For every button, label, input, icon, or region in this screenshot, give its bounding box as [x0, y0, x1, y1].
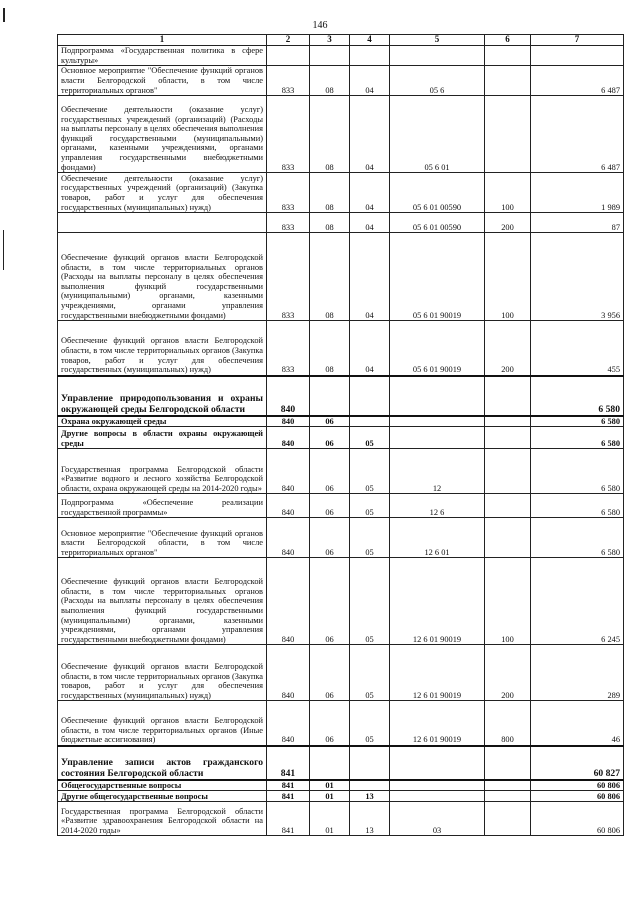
subsection-code-cell: 05 [350, 558, 390, 645]
table-row [58, 213, 624, 233]
table-row [58, 558, 624, 645]
section-code-cell [310, 46, 350, 66]
budget-table [57, 34, 624, 836]
header-cell: 4 [350, 35, 390, 46]
expense-type-cell [485, 449, 531, 494]
section-code-cell: 01 [310, 780, 350, 791]
target-article-cell: 05 6 01 00590 [390, 173, 485, 213]
section-code-cell: 06 [310, 558, 350, 645]
section-code-cell: 08 [310, 96, 350, 173]
amount-cell: 60 827 [531, 746, 624, 780]
table-row [58, 746, 624, 780]
table-row [58, 518, 624, 558]
table-row [58, 494, 624, 518]
section-code-cell: 08 [310, 213, 350, 233]
row-description-cell: Основное мероприятие "Обеспечение функций органов власти Белгородской области, в том числе территориальных органов" [58, 66, 267, 96]
ministry-code-cell: 840 [267, 376, 310, 416]
expense-type-cell [485, 416, 531, 427]
ministry-code-cell [267, 46, 310, 66]
row-description-cell: Управление природопользования и охраны окружающей среды Белгородской области [58, 376, 267, 416]
amount-cell: 289 [531, 645, 624, 701]
amount-cell: 60 806 [531, 802, 624, 836]
expense-type-cell: 800 [485, 701, 531, 746]
section-code-cell: 08 [310, 173, 350, 213]
row-description-cell: Управление записи актов гражданского состояния Белгородской области [58, 746, 267, 780]
row-description-cell: Другие общегосударственные вопросы [58, 791, 267, 802]
amount-cell: 3 956 [531, 233, 624, 321]
subsection-code-cell: 04 [350, 321, 390, 376]
section-code-cell: 08 [310, 66, 350, 96]
header-cell: 5 [390, 35, 485, 46]
ministry-code-cell: 841 [267, 780, 310, 791]
subsection-code-cell: 04 [350, 96, 390, 173]
target-article-cell: 05 6 01 90019 [390, 233, 485, 321]
target-article-cell [390, 427, 485, 449]
subsection-code-cell: 13 [350, 791, 390, 802]
table-row [58, 96, 624, 173]
target-article-cell [390, 416, 485, 427]
section-code-cell: 06 [310, 494, 350, 518]
ministry-code-cell: 840 [267, 558, 310, 645]
table-header-row [58, 35, 624, 46]
ministry-code-cell: 841 [267, 802, 310, 836]
row-description-cell: Обеспечение функций органов власти Белгородской области, в том числе территориальных органов (Расходы на выплаты персоналу в целях обеспечения выполнения функций государственными (муниципальными) органами, казенными учреждениями, органами управления государственными внебюджетными фондами) [58, 233, 267, 321]
row-description-cell: Общегосударственные вопросы [58, 780, 267, 791]
amount-cell: 6 580 [531, 416, 624, 427]
ministry-code-cell: 841 [267, 791, 310, 802]
target-article-cell: 05 6 01 [390, 96, 485, 173]
target-article-cell [390, 780, 485, 791]
table-row [58, 701, 624, 746]
target-article-cell: 05 6 01 90019 [390, 321, 485, 376]
expense-type-cell [485, 746, 531, 780]
table-row [58, 416, 624, 427]
section-code-cell: 08 [310, 233, 350, 321]
row-description-cell: Обеспечение деятельности (оказание услуг) государственных учреждений (организаций) (Расходы на выплаты персоналу в целях обеспечения выполнения функций государственными (муниципальными) органами, казенными учреждениями, органами управления государственными внебюджетными фондами) [58, 96, 267, 173]
ministry-code-cell: 840 [267, 416, 310, 427]
subsection-code-cell: 05 [350, 494, 390, 518]
target-article-cell [390, 746, 485, 780]
expense-type-cell: 200 [485, 645, 531, 701]
binding-margin-mark [3, 8, 5, 22]
subsection-code-cell: 04 [350, 66, 390, 96]
amount-cell: 60 806 [531, 780, 624, 791]
subsection-code-cell [350, 46, 390, 66]
header-cell: 6 [485, 35, 531, 46]
expense-type-cell [485, 46, 531, 66]
target-article-cell: 12 6 01 90019 [390, 645, 485, 701]
amount-cell: 1 989 [531, 173, 624, 213]
subsection-code-cell: 13 [350, 802, 390, 836]
table-row [58, 376, 624, 416]
expense-type-cell: 200 [485, 213, 531, 233]
target-article-cell: 12 6 [390, 494, 485, 518]
expense-type-cell: 100 [485, 233, 531, 321]
table-row [58, 780, 624, 791]
row-description-cell: Обеспечение функций органов власти Белгородской области, в том числе территориальных органов (Иные бюджетные ассигнования) [58, 701, 267, 746]
amount-cell: 455 [531, 321, 624, 376]
row-description-cell: Обеспечение функций органов власти Белгородской области, в том числе территориальных органов (Расходы на выплаты персоналу в целях обеспечения выполнения функций государственными (муниципальными) органами, казенными учреждениями, органами управления государственными внебюджетными фондами) [58, 558, 267, 645]
amount-cell: 6 245 [531, 558, 624, 645]
target-article-cell: 12 6 01 90019 [390, 701, 485, 746]
subsection-code-cell [350, 780, 390, 791]
expense-type-cell [485, 518, 531, 558]
expense-type-cell [485, 376, 531, 416]
ministry-code-cell: 840 [267, 645, 310, 701]
expense-type-cell [485, 780, 531, 791]
amount-cell: 6 580 [531, 518, 624, 558]
header-cell: 1 [58, 35, 267, 46]
header-cell: 7 [531, 35, 624, 46]
subsection-code-cell: 05 [350, 645, 390, 701]
expense-type-cell [485, 494, 531, 518]
expense-type-cell [485, 427, 531, 449]
binding-margin-mark [3, 230, 4, 270]
ministry-code-cell: 833 [267, 66, 310, 96]
subsection-code-cell: 05 [350, 701, 390, 746]
section-code-cell [310, 376, 350, 416]
section-code-cell: 06 [310, 518, 350, 558]
amount-cell: 6 580 [531, 427, 624, 449]
table-row [58, 791, 624, 802]
expense-type-cell: 100 [485, 173, 531, 213]
target-article-cell: 12 [390, 449, 485, 494]
section-code-cell: 06 [310, 701, 350, 746]
ministry-code-cell: 840 [267, 518, 310, 558]
amount-cell: 6 487 [531, 66, 624, 96]
row-description-cell: Подпрограмма «Обеспечение реализации государственной программы» [58, 494, 267, 518]
table-row [58, 449, 624, 494]
section-code-cell: 06 [310, 645, 350, 701]
expense-type-cell: 100 [485, 558, 531, 645]
ministry-code-cell: 833 [267, 96, 310, 173]
target-article-cell: 03 [390, 802, 485, 836]
subsection-code-cell [350, 416, 390, 427]
amount-cell: 87 [531, 213, 624, 233]
subsection-code-cell [350, 746, 390, 780]
table-row [58, 427, 624, 449]
target-article-cell: 05 6 01 00590 [390, 213, 485, 233]
expense-type-cell [485, 791, 531, 802]
section-code-cell: 06 [310, 449, 350, 494]
ministry-code-cell: 833 [267, 321, 310, 376]
amount-cell: 46 [531, 701, 624, 746]
subsection-code-cell: 05 [350, 449, 390, 494]
ministry-code-cell: 833 [267, 233, 310, 321]
target-article-cell: 12 6 01 [390, 518, 485, 558]
amount-cell: 6 580 [531, 449, 624, 494]
table-row [58, 321, 624, 376]
table-row [58, 233, 624, 321]
amount-cell: 6 580 [531, 376, 624, 416]
row-description-cell: Государственная программа Белгородской области «Развитие здравоохранения Белгородской области на 2014-2020 годы» [58, 802, 267, 836]
row-description-cell: Обеспечение функций органов власти Белгородской области, в том числе территориальных органов (Закупка товаров, работ и услуг для обеспечения государственных (муниципальных) нужд) [58, 645, 267, 701]
amount-cell [531, 46, 624, 66]
section-code-cell: 06 [310, 416, 350, 427]
subsection-code-cell: 04 [350, 213, 390, 233]
subsection-code-cell: 05 [350, 518, 390, 558]
section-code-cell: 06 [310, 427, 350, 449]
target-article-cell [390, 46, 485, 66]
ministry-code-cell: 840 [267, 427, 310, 449]
row-description-cell: Обеспечение деятельности (оказание услуг) государственных учреждений (организаций) (Закупка товаров, работ и услуг для обеспечения государственных (муниципальных) нужд) [58, 173, 267, 213]
ministry-code-cell: 840 [267, 701, 310, 746]
row-description-cell: Государственная программа Белгородской области «Развитие водного и лесного хозяйства Белгородской области, охрана окружающей среды на 2014-2020 годы» [58, 449, 267, 494]
ministry-code-cell: 840 [267, 494, 310, 518]
table-row [58, 173, 624, 213]
row-description-cell [58, 213, 267, 233]
expense-type-cell [485, 802, 531, 836]
row-description-cell: Основное мероприятие "Обеспечение функций органов власти Белгородской области, в том числе территориальных органов" [58, 518, 267, 558]
expense-type-cell: 200 [485, 321, 531, 376]
header-cell: 2 [267, 35, 310, 46]
target-article-cell: 12 6 01 90019 [390, 558, 485, 645]
subsection-code-cell: 05 [350, 427, 390, 449]
expense-type-cell [485, 96, 531, 173]
subsection-code-cell: 04 [350, 233, 390, 321]
target-article-cell: 05 6 [390, 66, 485, 96]
table-row [58, 46, 624, 66]
target-article-cell [390, 376, 485, 416]
table-row [58, 645, 624, 701]
ministry-code-cell: 840 [267, 449, 310, 494]
table-row [58, 66, 624, 96]
section-code-cell: 01 [310, 802, 350, 836]
row-description-cell: Другие вопросы в области охраны окружающей среды [58, 427, 267, 449]
ministry-code-cell: 833 [267, 213, 310, 233]
amount-cell: 60 806 [531, 791, 624, 802]
amount-cell: 6 487 [531, 96, 624, 173]
ministry-code-cell: 841 [267, 746, 310, 780]
section-code-cell [310, 746, 350, 780]
expense-type-cell [485, 66, 531, 96]
ministry-code-cell: 833 [267, 173, 310, 213]
subsection-code-cell [350, 376, 390, 416]
section-code-cell: 01 [310, 791, 350, 802]
table-row [58, 802, 624, 836]
subsection-code-cell: 04 [350, 173, 390, 213]
header-cell: 3 [310, 35, 350, 46]
row-description-cell: Обеспечение функций органов власти Белгородской области, в том числе территориальных органов (Закупка товаров, работ и услуг для обеспечения государственных (муниципальных) нужд) [58, 321, 267, 376]
page-number: 146 [312, 20, 328, 31]
row-description-cell: Охрана окружающей среды [58, 416, 267, 427]
target-article-cell [390, 791, 485, 802]
row-description-cell: Подпрограмма «Государственная политика в сфере культуры» [58, 46, 267, 66]
section-code-cell: 08 [310, 321, 350, 376]
amount-cell: 6 580 [531, 494, 624, 518]
